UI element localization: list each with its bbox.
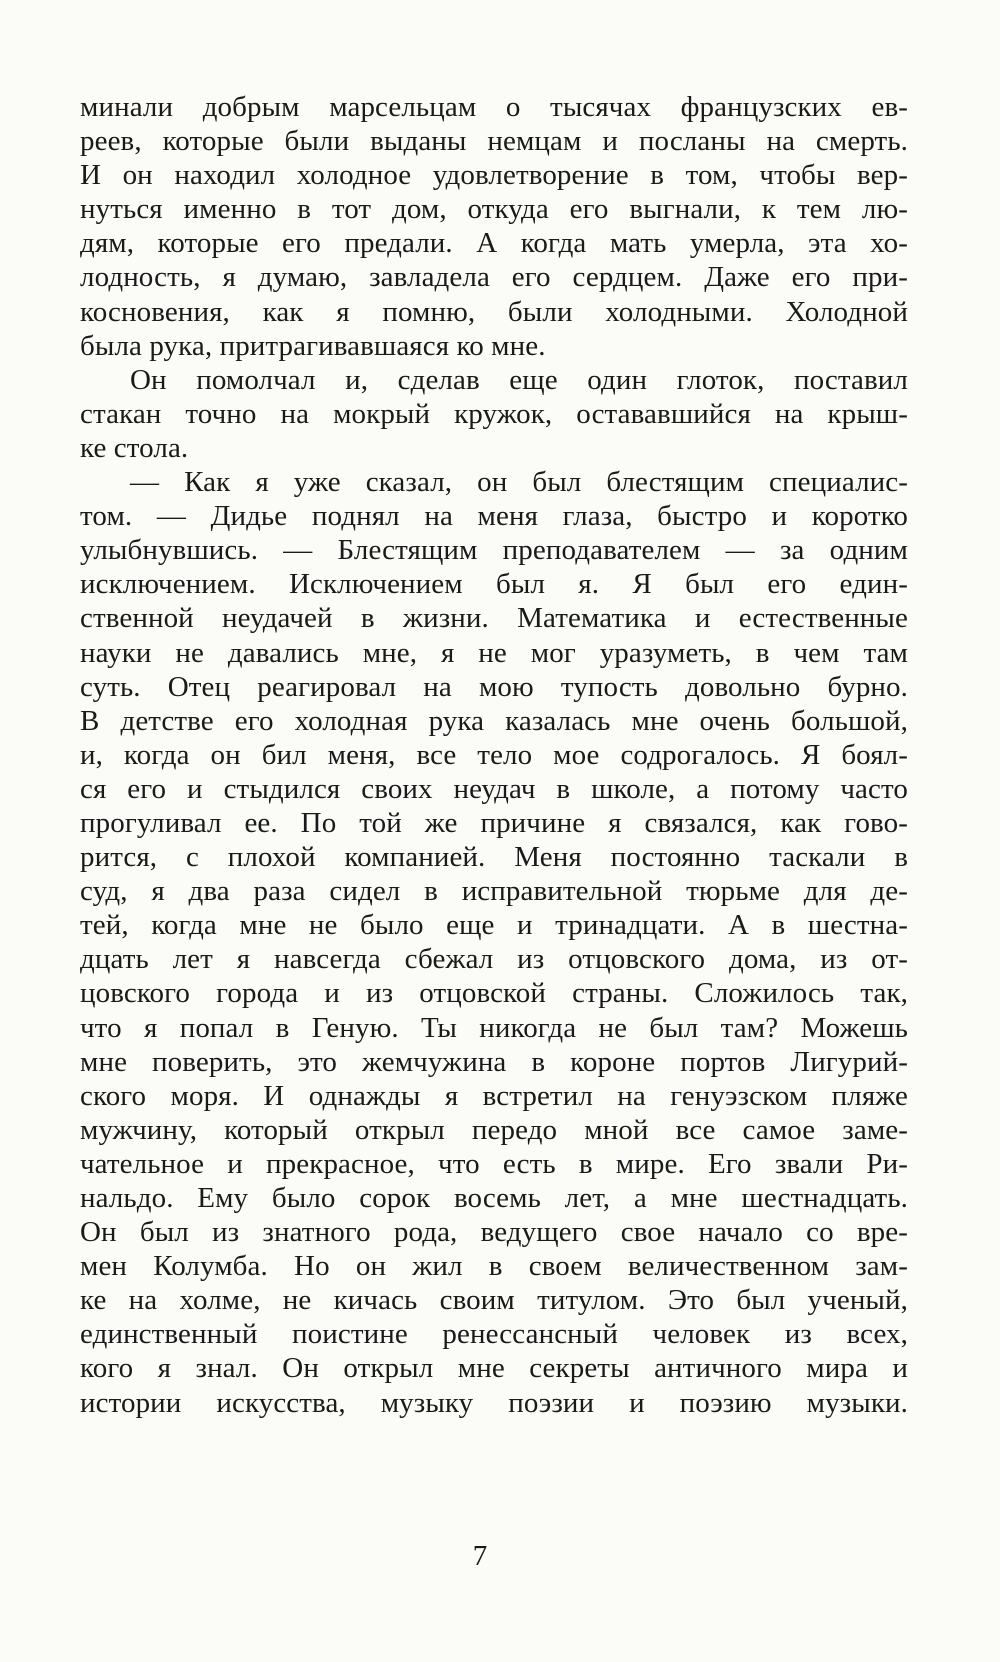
text-line: что я попал в Геную. Ты никогда не был там? Можешь [80, 1011, 908, 1044]
text-line: дям, которые его предали. А когда мать умерла, эта хо- [80, 227, 908, 260]
text-line: стакан точно на мокрый кружок, остававшийся на крыш- [80, 397, 908, 430]
text-line: Он помолчал и, сделав еще один глоток, поставил [130, 363, 908, 396]
text-line: — Как я уже сказал, он был блестящим специалис- [130, 466, 908, 499]
text-line: ского моря. И однажды я встретил на генуэзском пляже [80, 1079, 908, 1112]
text-line: В детстве его холодная рука казалась мне очень большой, [80, 704, 908, 737]
text-line: кого я знал. Он открыл мне секреты античного мира и [80, 1352, 908, 1385]
text-line: суд, я два раза сидел в исправительной тюрьме для де- [80, 875, 908, 908]
page-number: 7 [472, 1540, 488, 1572]
text-line: ственной неудачей в жизни. Математика и естественные [80, 602, 908, 635]
body-text [80, 90, 908, 1420]
text-line: минали добрым марсельцам о тысячах французских ев- [80, 91, 908, 123]
text-line: ке на холме, не кичась своим титулом. Это был ученый, [80, 1284, 908, 1317]
text-line: улыбнувшись. — Блестящим преподавателем — за одним [80, 534, 908, 567]
text-line: была рука, притрагивавшаяся ко мне. [80, 329, 546, 362]
text-line: прогуливал ее. По той же причине я связался, как гово- [80, 806, 908, 839]
text-line: нуться именно в тот дом, откуда его выгнали, к тем лю- [80, 193, 908, 226]
text-line: тей, когда мне не было еще и тринадцати. А в шестна- [80, 909, 908, 942]
text-line: том. — Дидье поднял на меня глаза, быстро и коротко [80, 500, 908, 533]
text-line: лодность, я думаю, завладела его сердцем. Даже его при- [80, 261, 908, 294]
text-line: единственный поистине ренессансный человек из всех, [80, 1318, 908, 1351]
text-line: ся его и стыдился своих неудач в школе, а потому часто [80, 772, 908, 805]
text-line: рится, с плохой компанией. Меня постоянно таскали в [80, 841, 908, 874]
text-line: Он был из знатного рода, ведущего свое начало со вре- [80, 1216, 908, 1249]
text-line: реев, которые были выданы немцам и посланы на смерть. [80, 125, 908, 158]
text-line: истории искусства, музыку поэзии и поэзию музыки. [80, 1386, 908, 1419]
text-line: ке стола. [80, 431, 189, 464]
text-line: цовского города и из отцовской страны. Сложилось так, [80, 977, 908, 1010]
text-line: И он находил холодное удовлетворение в том, чтобы вер- [80, 159, 908, 192]
text-line: исключением. Исключением был я. Я был его един- [80, 568, 908, 601]
text-line: суть. Отец реагировал на мою тупость довольно бурно. [80, 670, 908, 703]
text-line: чательное и прекрасное, что есть в мире. Его звали Ри- [80, 1147, 908, 1180]
text-line: мужчину, который открыл передо мной все самое заме- [80, 1113, 908, 1146]
text-line: дцать лет я навсегда сбежал из отцовского дома, из от- [80, 943, 908, 976]
text-line: мне поверить, это жемчужина в короне портов Лигурий- [80, 1045, 908, 1078]
text-line: и, когда он бил меня, все тело мое содрогалось. Я боял- [80, 738, 908, 771]
text-line: науки не давались мне, я не мог уразуметь, в чем там [80, 636, 908, 669]
text-line: косновения, как я помню, были холодными. Холодной [80, 295, 908, 328]
text-line: нальдо. Ему было сорок восемь лет, а мне шестнадцать. [80, 1182, 908, 1214]
text-line: мен Колумба. Но он жил в своем величественном зам- [80, 1250, 908, 1283]
